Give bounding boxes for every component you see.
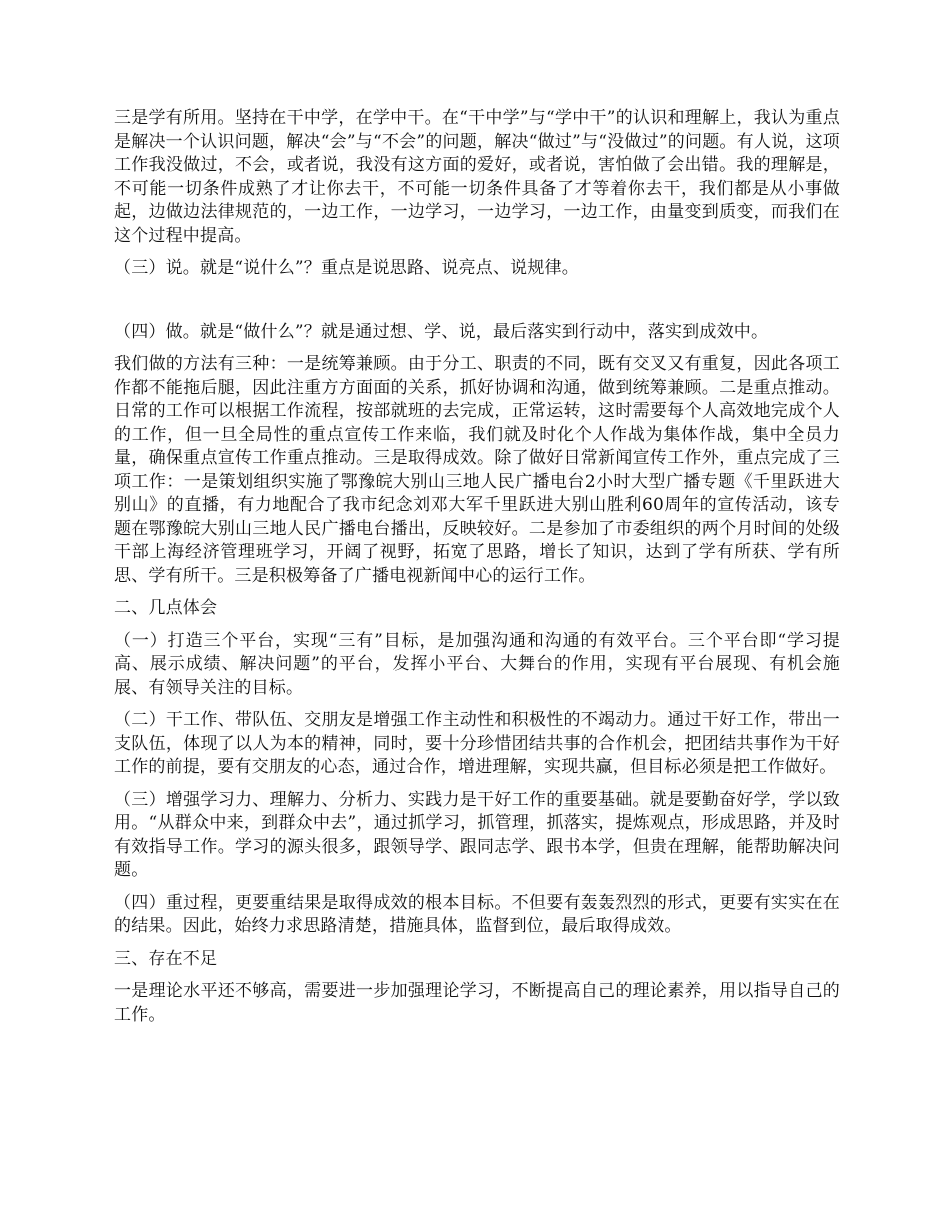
- paragraph-experience-4: （四）重过程，更要重结果是取得成效的根本目标。不但要有轰轰烈烈的形式，更要有实实在在的结果。因此，始终力求思路清楚，措施具体，监督到位，最后取得成效。: [114, 892, 840, 936]
- paragraph-experience-1: （一）打造三个平台，实现“三有”目标，是加强沟通和沟通的有效平台。三个平台即“学习提高、展示成绩、解决问题”的平台，发挥小平台、大舞台的作用，实现有平台展现、有机会施展、有领导关注的目标。: [114, 630, 840, 698]
- paragraph-learn-and-apply: 三是学有所用。坚持在干中学，在学中干。在“干中学”与“学中干”的认识和理解上，我认为重点是解决一个认识问题，解决“会”与“不会”的问题，解决“做过”与“没做过”的问题。有人说，这项工作我没做过，不会，或者说，我没有这方面的爱好，或者说，害怕做了会出错。我的理解是，不可能一切条件成熟了才让你去干，不可能一切条件具备了才等着你去干，我们都是从小事做起，边做边法律规范的，一边工作，一边学习，一边学习，一边工作，由量变到质变，而我们在这个过程中提高。: [114, 108, 840, 246]
- paragraph-shortcoming-1: 一是理论水平还不够高，需要进一步加强理论学习，不断提高自己的理论素养，用以指导自己的工作。: [114, 981, 840, 1025]
- section-heading-experiences: 二、几点体会: [114, 598, 218, 618]
- section-heading-shortcomings: 三、存在不足: [114, 948, 218, 969]
- paragraph-methods: 我们做的方法有三种：一是统筹兼顾。由于分工、职责的不同，既有交叉又有重复，因此各项工作都不能拖后腿，因此注重方方面面的关系，抓好协调和沟通，做到统筹兼顾。二是重点推动。日常的工作可以根据工作流程，按部就班的去完成，正常运转，这时需要每个人高效地完成个人的工作，但一旦全局性的重点宣传工作来临，我们就及时化个人作战为集体作战，集中全员力量，确保重点宣传工作重点推动。三是取得成效。除了做好日常新闻宣传工作外，重点完成了三项工作：一是策划组织实施了鄂豫皖大别山三地人民广播电台2小时大型广播专题《千里跃进大别山》的直播，有力地配合了我市纪念刘邓大军千里跃进大别山胜利60周年的宣传活动，该专题在鄂豫皖大别山三地人民广播电台播出，反映较好。二是参加了市委组织的两个月时间的处级干部上海经济管理班学习，开阔了视野，拓宽了思路，增长了知识，达到了学有所获、学有所思、学有所干。三是积极筹备了广播电视新闻中心的运行工作。: [114, 354, 840, 586]
- paragraph-experience-2: （二）干工作、带队伍、交朋友是增强工作主动性和积极性的不竭动力。通过干好工作，带出一支队伍，体现了以人为本的精神，同时，要十分珍惜团结共事的合作机会，把团结共事作为干好工作的前提，要有交朋友的心态，通过合作，增进理解，实现共赢，但目标必须是把工作做好。: [114, 710, 840, 777]
- paragraph-do: （四）做。就是“做什么”？就是通过想、学、说，最后落实到行动中，落实到成效中。: [114, 321, 769, 342]
- document-body: [114, 107, 840, 1027]
- paragraph-experience-3: （三）增强学习力、理解力、分析力、实践力是干好工作的重要基础。就是要勤奋好学，学以致用。“从群众中来，到群众中去”，通过抓学习，抓管理，抓落实，提炼观点，形成思路，并及时有效指导工作。学习的源头很多，跟领导学、跟同志学、跟书本学，但贵在理解，能帮助解决问题。: [114, 789, 840, 880]
- paragraph-speak: （三）说。就是“说什么”？重点是说思路、说亮点、说规律。: [114, 258, 579, 278]
